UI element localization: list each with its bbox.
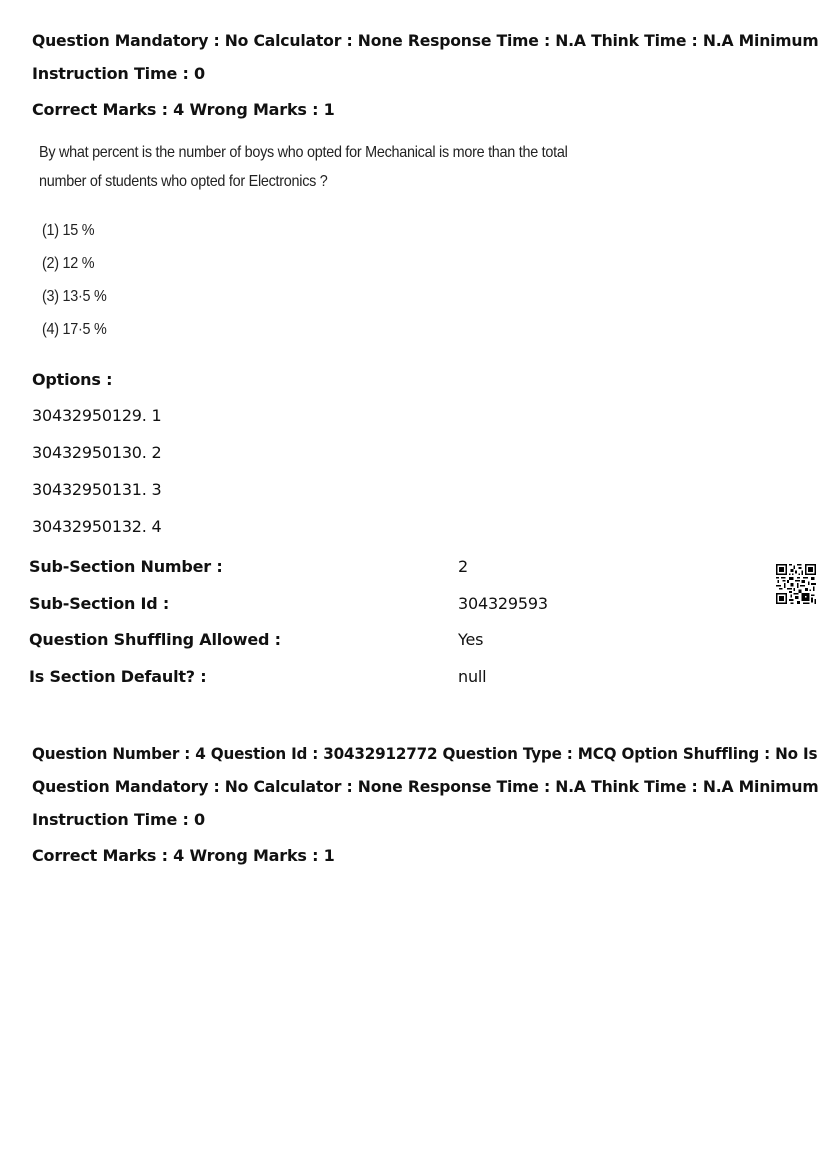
option-item-2: 30432950130. 2 [32, 443, 162, 462]
subsection-id-value: 304329593 [458, 594, 548, 613]
choice-3: (3) 13·5 % [42, 288, 107, 305]
subsection-number-label: Sub-Section Number : [29, 557, 223, 576]
q4-header-line-3: Instruction Time : 0 [32, 810, 205, 829]
option-item-4: 30432950132. 4 [32, 517, 162, 536]
q3-marks: Correct Marks : 4 Wrong Marks : 1 [32, 100, 335, 119]
section-default-label: Is Section Default? : [29, 667, 207, 686]
q4-marks: Correct Marks : 4 Wrong Marks : 1 [32, 846, 335, 865]
subsection-number-value: 2 [458, 557, 468, 576]
option-item-3: 30432950131. 3 [32, 480, 162, 499]
q4-header-line-2: Question Mandatory : No Calculator : None Response Time : N.A Think Time : N.A Minimum [32, 777, 819, 796]
choice-2: (2) 12 % [42, 255, 95, 272]
qr-code-icon [776, 564, 816, 604]
options-label: Options : [32, 370, 113, 389]
question-text-line-2: number of students who opted for Electronics ? [39, 173, 328, 190]
question-text-line-1: By what percent is the number of boys who opted for Mechanical is more than the total [39, 144, 568, 161]
section-default-value: null [458, 667, 487, 686]
subsection-id-label: Sub-Section Id : [29, 594, 170, 613]
choice-4: (4) 17·5 % [42, 321, 107, 338]
choice-1: (1) 15 % [42, 222, 95, 239]
q4-header-line-1: Question Number : 4 Question Id : 30432912772 Question Type : MCQ Option Shuffling : No Is [32, 744, 818, 763]
q3-header-line-2: Question Mandatory : No Calculator : None Response Time : N.A Think Time : N.A Minimum [32, 31, 819, 50]
question-shuffling-value: Yes [458, 630, 484, 649]
option-item-1: 30432950129. 1 [32, 406, 162, 425]
q3-header-line-3: Instruction Time : 0 [32, 64, 205, 83]
question-shuffling-label: Question Shuffling Allowed : [29, 630, 281, 649]
